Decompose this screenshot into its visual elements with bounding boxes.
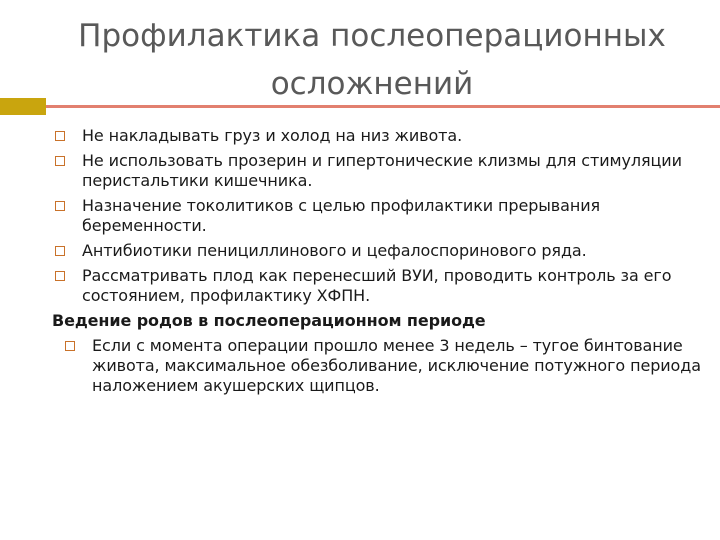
- list-item-text: Не использовать прозерин и гипертонические клизмы для стимуляции перистальтики кишечника.: [82, 151, 682, 190]
- list-item: [52, 266, 702, 306]
- list-item-text: Если с момента операции прошло менее 3 недель – тугое бинтование живота, максимальное обезболивание, исключение потужного периода наложением акушерских щипцов.: [92, 336, 701, 395]
- section-heading: Ведение родов в послеоперационном периоде: [52, 311, 486, 330]
- list-item-text: Назначение токолитиков с целью профилактики прерывания беременности.: [82, 196, 601, 235]
- slide-title-line-1: Профилактика послеоперационных: [78, 18, 666, 54]
- slide-body: [52, 126, 702, 401]
- square-bullet-icon: [55, 156, 65, 166]
- sub-list: [52, 336, 702, 396]
- list-item-text: Антибиотики пенициллинового и цефалоспоринового ряда.: [82, 241, 587, 260]
- accent-bar: [0, 98, 46, 115]
- title-divider: [46, 105, 720, 108]
- square-bullet-icon: [55, 131, 65, 141]
- list-item: [52, 126, 702, 146]
- square-bullet-icon: [55, 246, 65, 256]
- square-bullet-icon: [55, 271, 65, 281]
- slide-title-line-2: осложнений: [270, 66, 474, 102]
- square-bullet-icon: [55, 201, 65, 211]
- list-item-text: Не накладывать груз и холод на низ живота.: [82, 126, 463, 145]
- list-item: [52, 196, 702, 236]
- list-item: [52, 241, 702, 261]
- list-item: [62, 336, 702, 396]
- slide-title: [52, 12, 692, 108]
- list-item: [52, 151, 702, 191]
- square-bullet-icon: [65, 341, 75, 351]
- list-item-text: Рассматривать плод как перенесший ВУИ, проводить контроль за его состоянием, профилактику ХФПН.: [82, 266, 672, 305]
